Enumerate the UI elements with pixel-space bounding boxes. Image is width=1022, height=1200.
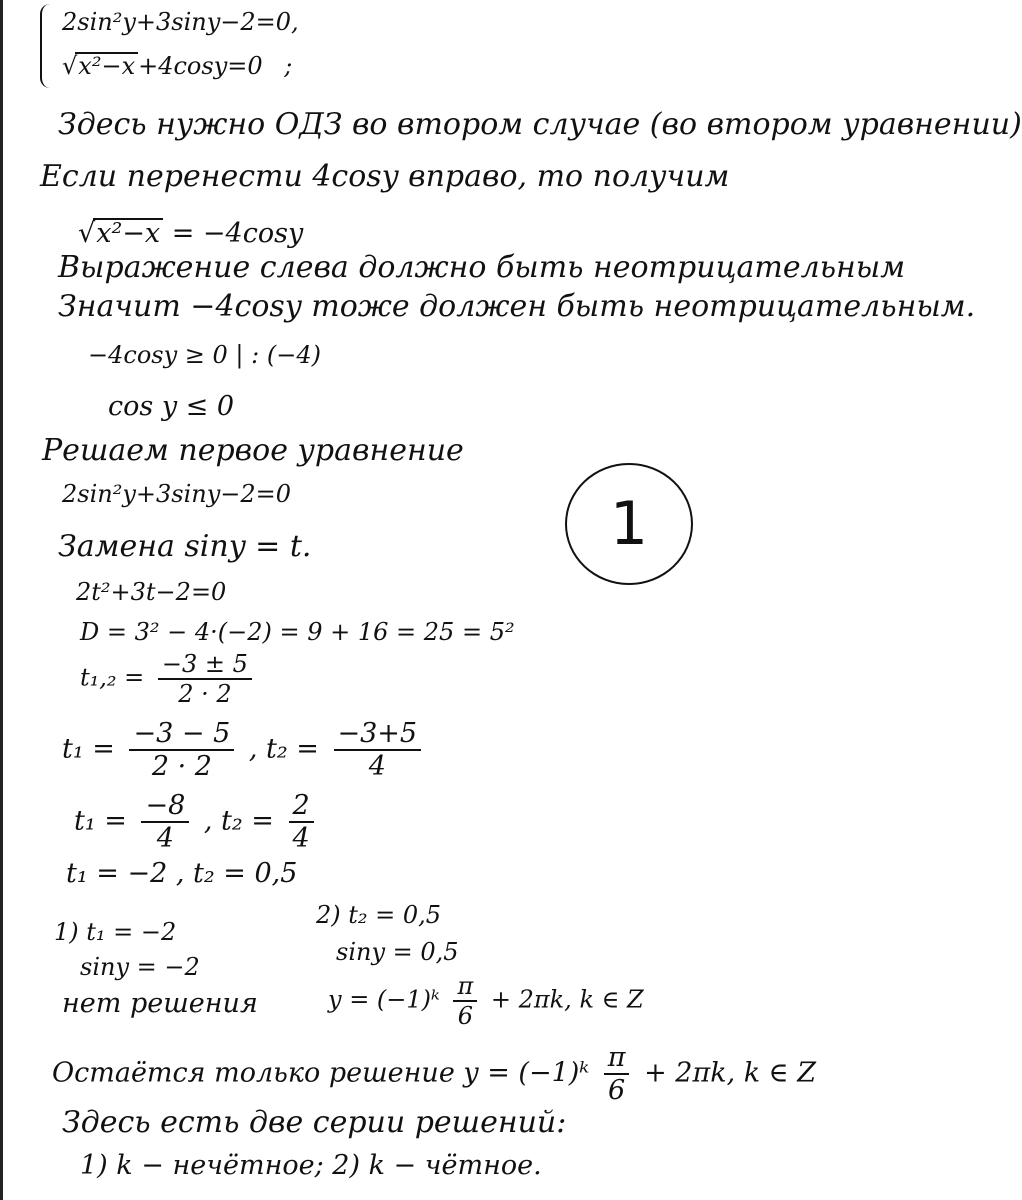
- system-eq2: [62, 52, 292, 78]
- remaining-denominator: 6: [608, 1075, 626, 1106]
- case2-solution: [328, 974, 644, 1028]
- remaining-pre: Остаётся только решение y = (−1)ᵏ: [52, 1057, 590, 1089]
- line-substitution: Замена siny = t.: [58, 529, 312, 564]
- remaining-fraction: [604, 1044, 630, 1104]
- t1-step1-numerator: −3 − 5: [129, 720, 234, 751]
- line-roots-step1: [62, 720, 427, 780]
- sqrt-eq-rest: = −4cosy: [171, 218, 304, 249]
- case1-conclusion: нет решения: [62, 988, 258, 1019]
- case2-solution-pre: y = (−1)ᵏ: [328, 985, 440, 1014]
- line-roots-final: t₁ = −2 , t₂ = 0,5: [66, 858, 298, 889]
- t2-step2-fraction: [289, 792, 314, 852]
- circled-number-badge: [565, 463, 693, 585]
- case2-solution-fraction: [453, 974, 477, 1028]
- t1-step2-denominator: 4: [156, 823, 174, 854]
- roots-denominator: 2 · 2: [178, 680, 232, 708]
- system-brace: [40, 4, 56, 88]
- line-odz: Здесь нужно ОДЗ во втором случае (во втором уравнении): [58, 107, 1022, 142]
- t1-step1-fraction: [129, 720, 234, 780]
- t2-step1-denominator: 4: [368, 751, 386, 782]
- t2-step1-numerator: −3+5: [334, 720, 422, 751]
- line-quadratic: 2t²+3t−2=0: [76, 578, 227, 606]
- case1-root: 1) t₁ = −2: [54, 918, 177, 946]
- t2-step2-lhs: , t₂ =: [203, 805, 274, 837]
- t1-step2-fraction: [141, 792, 189, 852]
- case2-root: 2) t₂ = 0,5: [316, 901, 442, 929]
- t2-step1-fraction: [334, 720, 422, 780]
- line-inequality: −4cosy ≥ 0 | : (−4): [88, 341, 321, 369]
- system-eq2-rest: +4cosy=0: [138, 52, 263, 80]
- line-roots-step2: [74, 792, 320, 852]
- t1-step1-lhs: t₁ =: [62, 733, 115, 765]
- case1-equation: siny = −2: [80, 953, 200, 981]
- roots-lhs: t₁,₂ =: [80, 663, 145, 692]
- sqrt-sign: √: [62, 52, 78, 80]
- system-eq1: 2sin²y+3siny−2=0,: [62, 8, 299, 36]
- line-solve-first: Решаем первое уравнение: [42, 433, 464, 468]
- remaining-post: + 2πk, k ∈ Z: [644, 1057, 817, 1089]
- sqrt-sign: √: [78, 218, 96, 249]
- system-eq2-end: ;: [284, 52, 293, 80]
- line-cos-condition: cos y ≤ 0: [108, 391, 235, 422]
- line-expression-left: Выражение слева должно быть неотрицательным: [58, 250, 906, 285]
- roots-fraction: [158, 652, 252, 706]
- line-sqrt-eq: [78, 218, 303, 247]
- case2-solution-denominator: 6: [457, 1002, 473, 1030]
- line-parity: 1) k − нечётное; 2) k − чётное.: [80, 1150, 542, 1181]
- line-transfer: Если перенести 4cosy вправо, то получим: [40, 159, 730, 194]
- page-edge: [0, 0, 3, 1200]
- line-discriminant: D = 3² − 4·(−2) = 9 + 16 = 25 = 5²: [80, 618, 515, 646]
- t1-step2-lhs: t₁ =: [74, 805, 127, 837]
- t1-step2-numerator: −8: [141, 792, 189, 823]
- line-two-series: Здесь есть две серии решений:: [62, 1105, 567, 1140]
- t2-step2-numerator: 2: [289, 792, 314, 823]
- line-first-eq: 2sin²y+3siny−2=0: [62, 480, 292, 508]
- line-therefore: Значит −4cosy тоже должен быть неотрицательным.: [58, 289, 976, 324]
- t1-step1-denominator: 2 · 2: [151, 751, 212, 782]
- t2-step2-denominator: 4: [292, 823, 310, 854]
- remaining-numerator: π: [604, 1044, 630, 1075]
- case2-equation: siny = 0,5: [336, 938, 459, 966]
- case2-solution-numerator: π: [453, 974, 477, 1002]
- case2-solution-post: + 2πk, k ∈ Z: [490, 985, 644, 1014]
- t2-step1-lhs: , t₂ =: [248, 733, 319, 765]
- roots-numerator: −3 ± 5: [158, 652, 252, 680]
- sqrt-radicand: x²−x: [93, 218, 163, 247]
- line-remaining-solution: [52, 1044, 816, 1104]
- line-roots-formula: [80, 652, 258, 706]
- circled-number: 1: [609, 489, 649, 559]
- system-eq2-radicand: x²−x: [75, 52, 138, 78]
